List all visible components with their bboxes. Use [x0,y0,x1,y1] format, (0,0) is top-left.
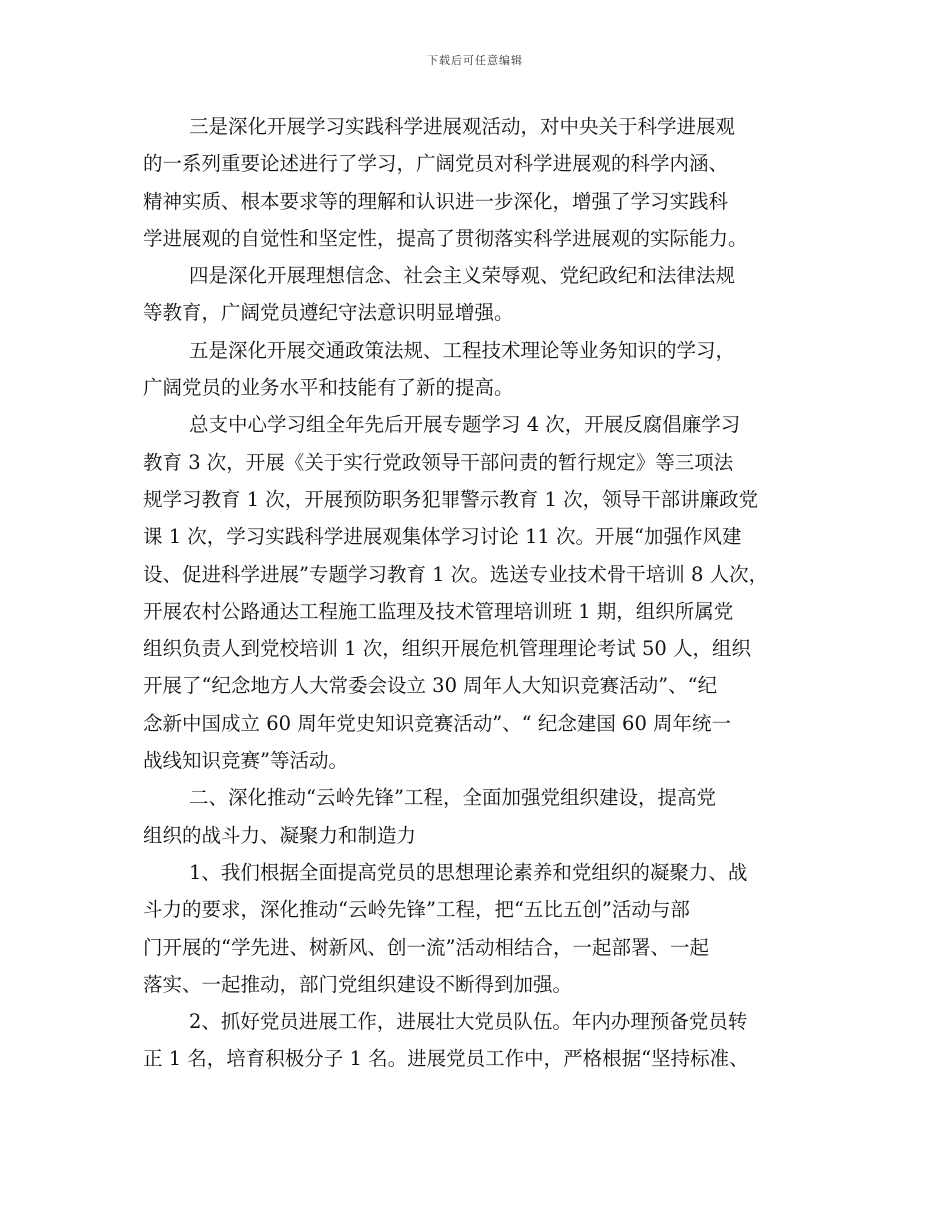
paragraph-line: 等教育，广阔党员遵纪守法意识明显增强。 [143,301,514,325]
paragraph-line: 正 1 名，培育积极分子 1 名。进展党员工作中，严格根据“坚持标准、 [143,1047,749,1071]
paragraph-line: 三是深化开展学习实践科学进展观活动，对中央关于科学进展观 [189,115,736,138]
paragraph-line: 五是深化开展交通政策法规、工程技术理论等业务知识的学习， [189,338,736,362]
paragraph-line: 1、我们根据全面提高党员的思想理论素养和党组织的凝聚力、战 [189,860,748,884]
paragraph-line: 教育 3 次，开展《关于实行党政领导干部问责的暂行规定》等三项法 [143,450,734,474]
paragraph-line: 设、促进科学进展”专题学习教育 1 次。选送专业技术骨干培训 8 人次， [143,562,769,586]
paragraph-line: 战线知识竞赛”等活动。 [143,749,348,773]
paragraph-line: 落实、一起推动，部门党组织建设不断得到加强。 [143,972,573,996]
paragraph-line: 开展了“纪念地方人大常委会设立 30 周年人大知识竞赛活动”、“纪 [143,674,718,698]
paragraph-line: 斗力的要求，深化推动“云岭先锋”工程，把“五比五创”活动与部 [143,898,690,922]
paragraph-line: 的一系列重要论述进行了学习，广阔党员对科学进展观的科学内涵、 [143,152,729,176]
paragraph-line: 组织负责人到党校培训 1 次，组织开展危机管理理论考试 50 人，组织 [143,637,752,661]
paragraph-line: 精神实质、根本要求等的理解和认识进一步深化，增强了学习实践科 [143,189,729,213]
paragraph-line: 四是深化开展理想信念、社会主义荣辱观、党纪政纪和法律法规 [189,264,736,288]
paragraph-line: 2、抓好党员进展工作，进展壮大党员队伍。年内办理预备党员转 [189,1010,748,1034]
paragraph-line: 规学习教育 1 次，开展预防职务犯罪警示教育 1 次，领导干部讲廉政党 [143,487,759,511]
paragraph-line: 学进展观的自觉性和坚定性，提高了贯彻落实科学进展观的实际能力。 [143,226,748,250]
paragraph-line: 开展农村公路通达工程施工监理及技术管理培训班 1 期，组织所属党 [143,599,734,623]
page-header: 下载后可任意编辑 [427,54,523,67]
paragraph-line: 门开展的“学先进、树新风、创一流”活动相结合，一起部署、一起 [143,935,709,959]
paragraph-line: 广阔党员的业务水平和技能有了新的提高。 [143,376,514,400]
paragraph-line: 课 1 次，学习实践科学进展观集体学习讨论 11 次。开展“加强作风建 [143,525,742,549]
paragraph-line: 念新中国成立 60 周年党史知识竞赛活动”、“ 纪念建国 60 周年统一 [143,711,732,735]
document-body [143,108,823,1078]
paragraph-line: 总支中心学习组全年先后开展专题学习 4 次，开展反腐倡廉学习 [189,413,741,437]
section-heading-line: 组织的战斗力、凝聚力和制造力 [143,823,417,847]
section-heading-line: 二、深化推动“云岭先锋”工程，全面加强党组织建设，提高党 [189,786,716,810]
